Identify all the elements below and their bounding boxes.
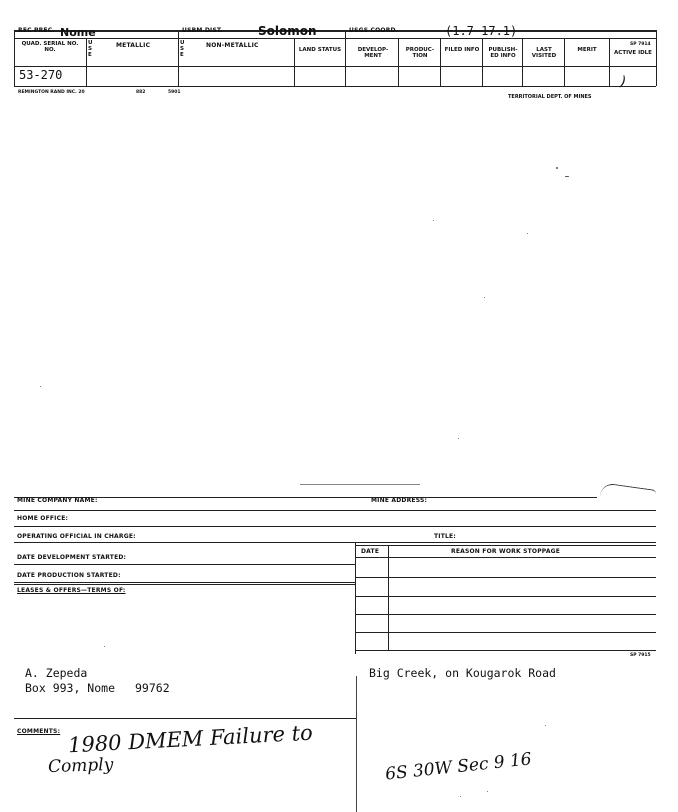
date-column-label: DATE — [361, 548, 380, 555]
usbm-dist-label: USBM DIST. — [182, 27, 223, 34]
dept-line: TERRITORIAL DEPT. OF MINES — [508, 94, 592, 100]
handwritten-comment-line1: 1980 DMEM Failure to — [67, 720, 314, 758]
printer-line: REMINGTON RAND INC. 20 — [18, 90, 85, 95]
owner-zip: 99762 — [135, 681, 170, 695]
home-office-label: HOME OFFICE: — [17, 515, 69, 522]
rec-prec-value: Nome — [60, 26, 96, 39]
reason-work-stoppage-label: REASON FOR WORK STOPPAGE — [451, 548, 561, 555]
non-metallic-label: NON-METALLIC — [206, 42, 259, 49]
handwritten-location: 6S 30W Sec 9 16 — [384, 749, 533, 785]
use-label-metallic: U S E — [88, 40, 93, 58]
title-label: TITLE: — [434, 533, 456, 540]
serial-number-value: 53-270 — [19, 68, 63, 82]
col-development: DEVELOP- MENT — [357, 47, 389, 59]
date-development-started-label: DATE DEVELOPMENT STARTED: — [17, 554, 127, 561]
col-merit: MERIT — [577, 47, 597, 53]
curled-edge — [600, 482, 656, 505]
owner-address: Box 993, Nome — [25, 681, 116, 695]
form-number-bottom: SP 7915 — [630, 653, 651, 658]
col-filed-info: FILED INFO — [444, 47, 480, 53]
owner-name: A. Zepeda — [25, 666, 88, 680]
col-last-visited: LAST VISITED — [531, 47, 557, 59]
usgs-coord-label: USGS COORD. — [349, 27, 399, 34]
mine-location: Big Creek, on Kougarok Road — [369, 666, 556, 680]
metallic-label: METALLIC — [116, 42, 151, 49]
col-production: PRODUC- TION — [405, 47, 435, 59]
comments-label: COMMENTS: — [17, 728, 61, 735]
use-label-non-metallic: U S E — [180, 40, 185, 58]
col-active-idle: ACTIVE IDLE — [614, 50, 652, 56]
rec-prec-label: REC PREC. — [18, 27, 55, 34]
col-land-status: LAND STATUS — [298, 47, 342, 53]
printer-code-2: 5901 — [168, 90, 181, 95]
usgs-coord-value: (1.7 17.1) — [445, 24, 518, 38]
handwritten-comment-line2: Comply — [47, 754, 114, 778]
operating-official-label: OPERATING OFFICIAL IN CHARGE: — [17, 533, 136, 540]
col-published-info: PUBLISH- ED INFO — [488, 47, 518, 59]
leases-offers-label: LEASES & OFFERS—TERMS OF: — [17, 587, 126, 594]
active-idle-mark: ) — [617, 73, 629, 91]
mine-company-name-label: MINE COMPANY NAME: — [17, 497, 98, 504]
date-production-started-label: DATE PRODUCTION STARTED: — [17, 572, 121, 579]
mine-address-label: MINE ADDRESS: — [371, 497, 428, 504]
usbm-dist-value: Solomon — [258, 24, 317, 38]
printer-code-1: 882 — [136, 90, 146, 95]
form-number-top: SP 7914 — [630, 42, 651, 47]
quad-serial-label: QUAD. SERIAL NO. NO. — [21, 41, 79, 53]
